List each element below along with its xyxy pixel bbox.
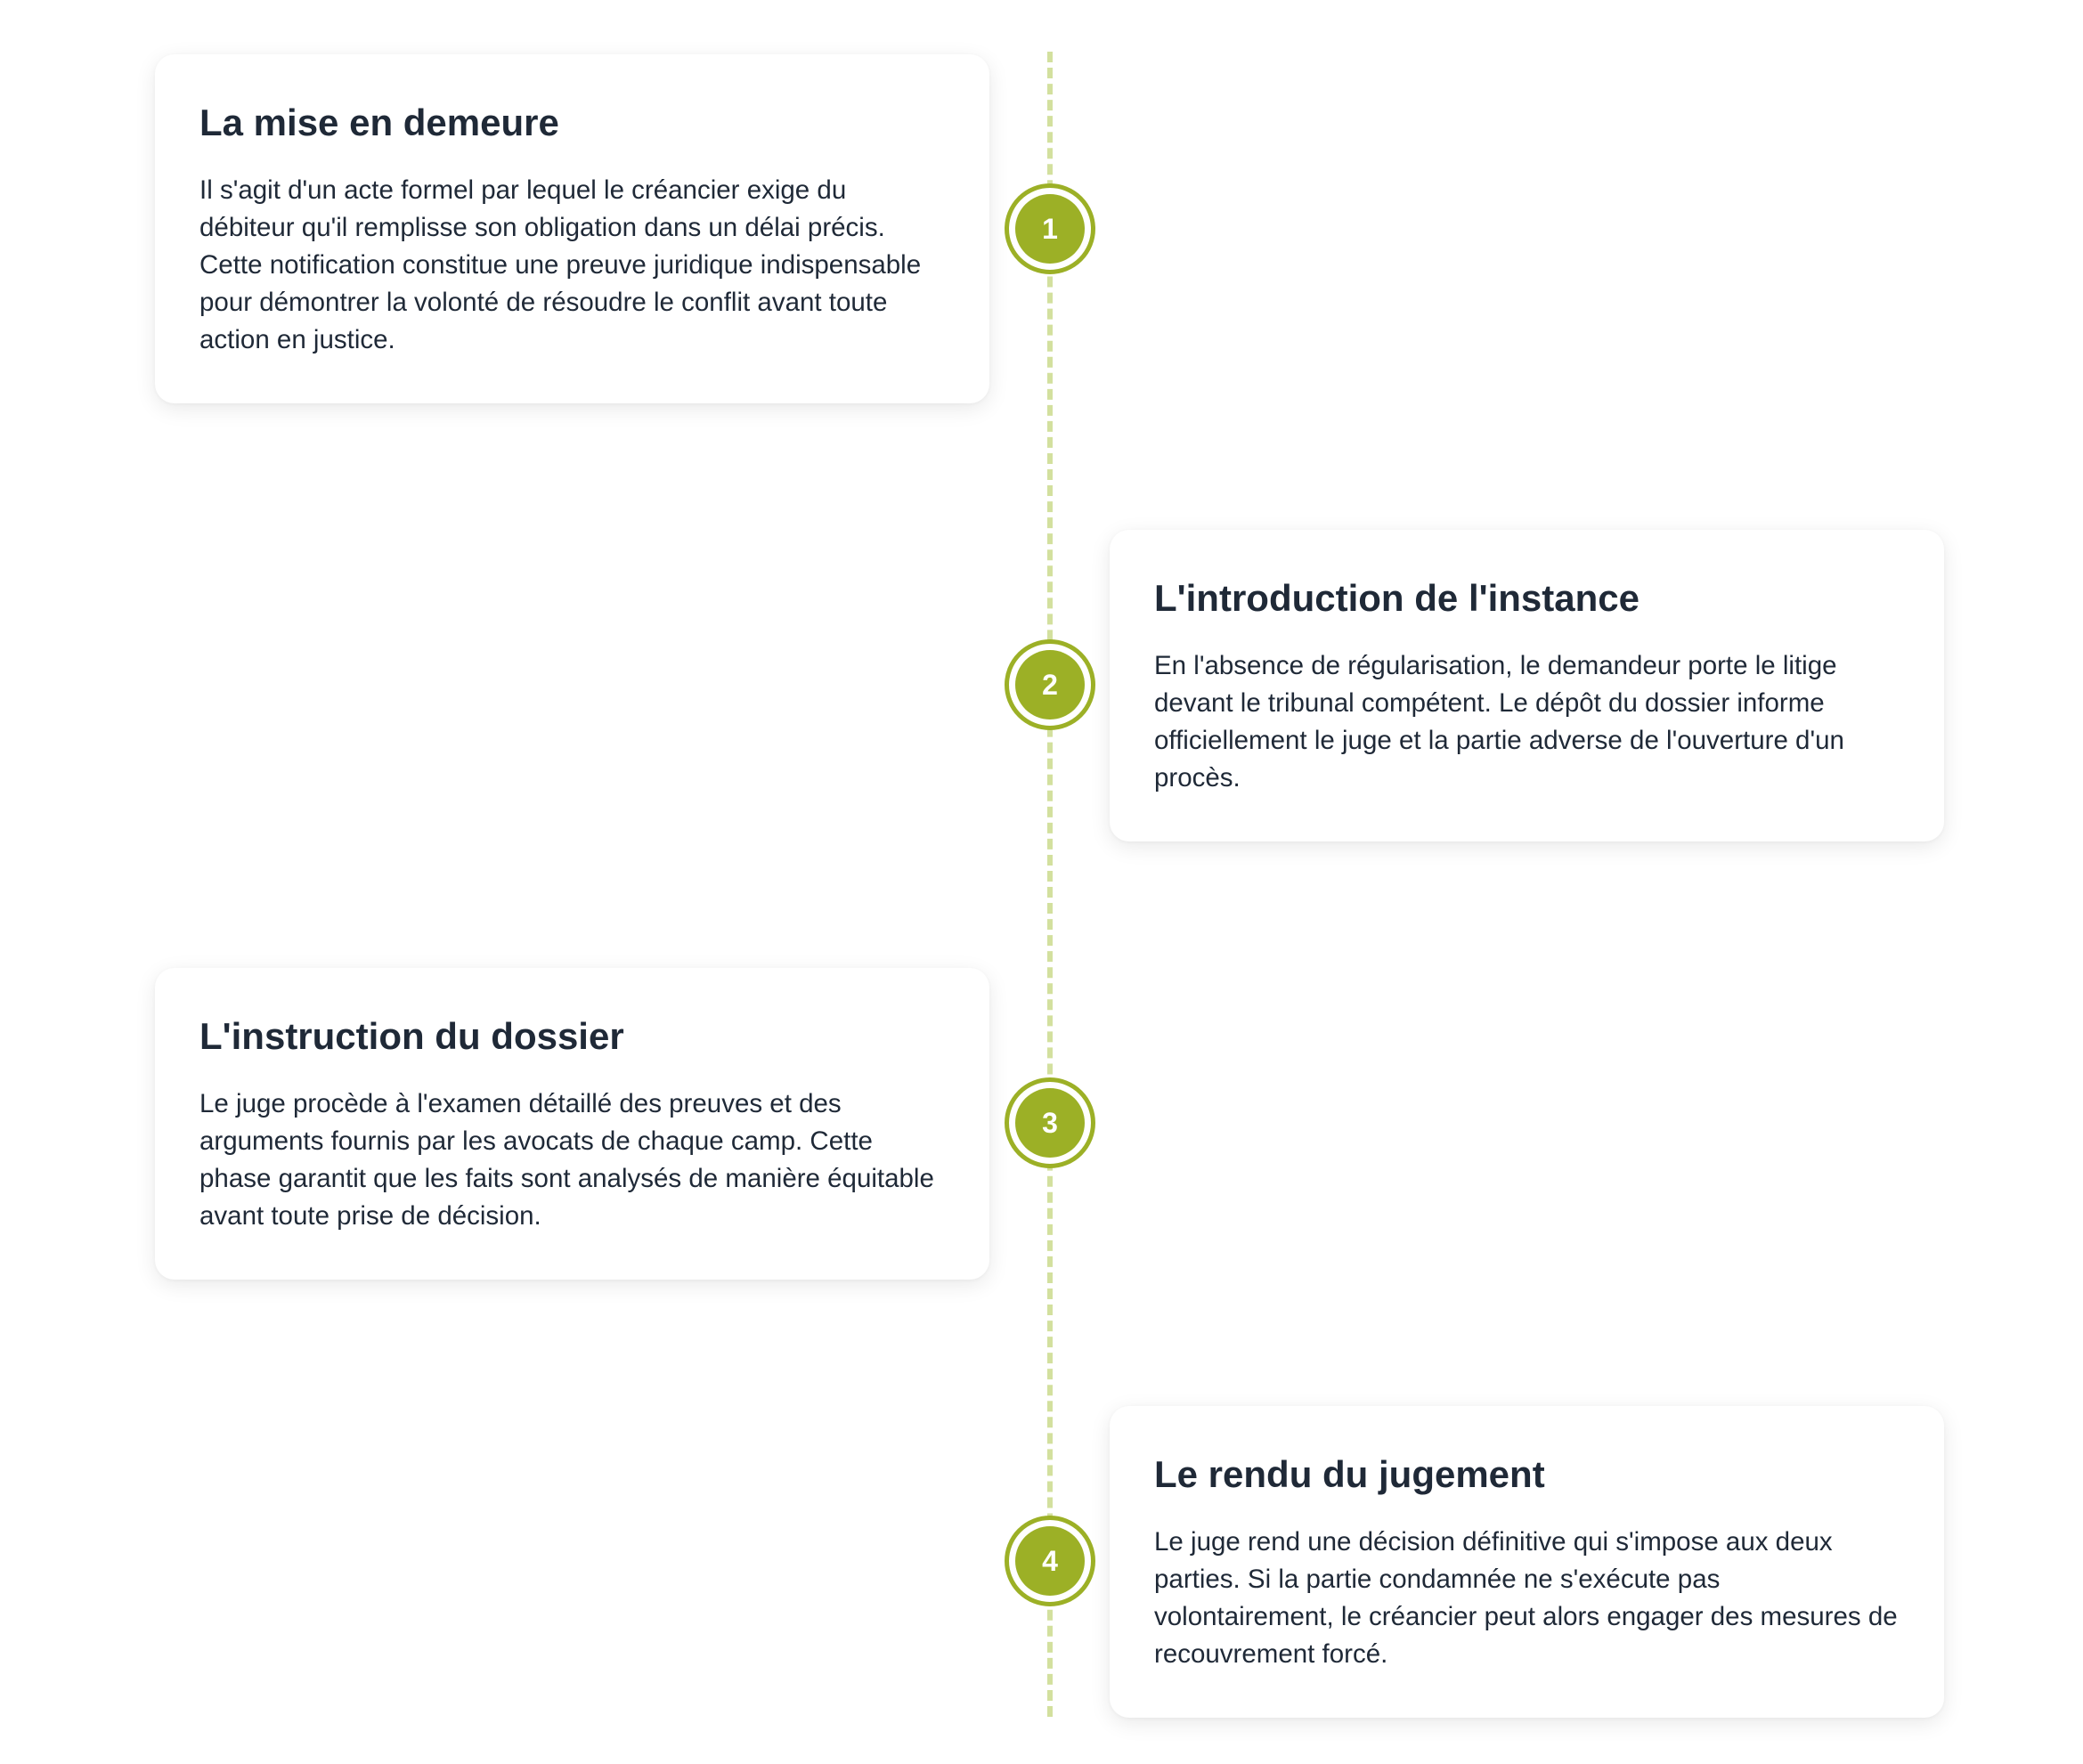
- step-title: L'introduction de l'instance: [1154, 577, 1640, 619]
- step-number: 1: [1015, 194, 1085, 264]
- timeline-line: [1047, 52, 1053, 1717]
- step-card-2: [1110, 530, 1944, 841]
- step-description: En l'absence de régularisation, le demandeur porte le litige devant le tribunal compétent. Le dépôt du dossier informe officiellement le juge et la partie adverse de l'ouverture d'un procès.: [1154, 651, 1844, 793]
- step-card-4: [1110, 1406, 1944, 1718]
- step-number: 3: [1015, 1088, 1085, 1158]
- step-marker-2: [1005, 639, 1095, 730]
- step-title: Le rendu du jugement: [1154, 1453, 1545, 1495]
- step-description: Le juge procède à l'examen détaillé des preuves et des arguments fournis par les avocats de chaque camp. Cette phase garantit que les faits sont analysés de manière équitable avant toute prise de décision.: [199, 1089, 934, 1232]
- step-number: 4: [1015, 1526, 1085, 1596]
- step-card-1: [155, 54, 989, 403]
- step-number: 2: [1015, 650, 1085, 719]
- step-title: L'instruction du dossier: [199, 1015, 624, 1057]
- step-marker-4: [1005, 1516, 1095, 1606]
- step-marker-1: [1005, 183, 1095, 274]
- step-description: Le juge rend une décision définitive qui s'impose aux deux parties. Si la partie condamnée ne s'exécute pas volontairement, le créancier peut alors engager des mesures de recouvrement forcé.: [1154, 1527, 1898, 1670]
- step-title: La mise en demeure: [199, 102, 559, 143]
- step-description: Il s'agit d'un acte formel par lequel le créancier exige du débiteur qu'il remplisse son obligation dans un délai précis. Cette notification constitue une preuve juridique indispensable pour démontrer la volonté de résoudre le conflit avant toute action en justice.: [199, 175, 922, 355]
- step-card-3: [155, 968, 989, 1280]
- step-marker-3: [1005, 1077, 1095, 1168]
